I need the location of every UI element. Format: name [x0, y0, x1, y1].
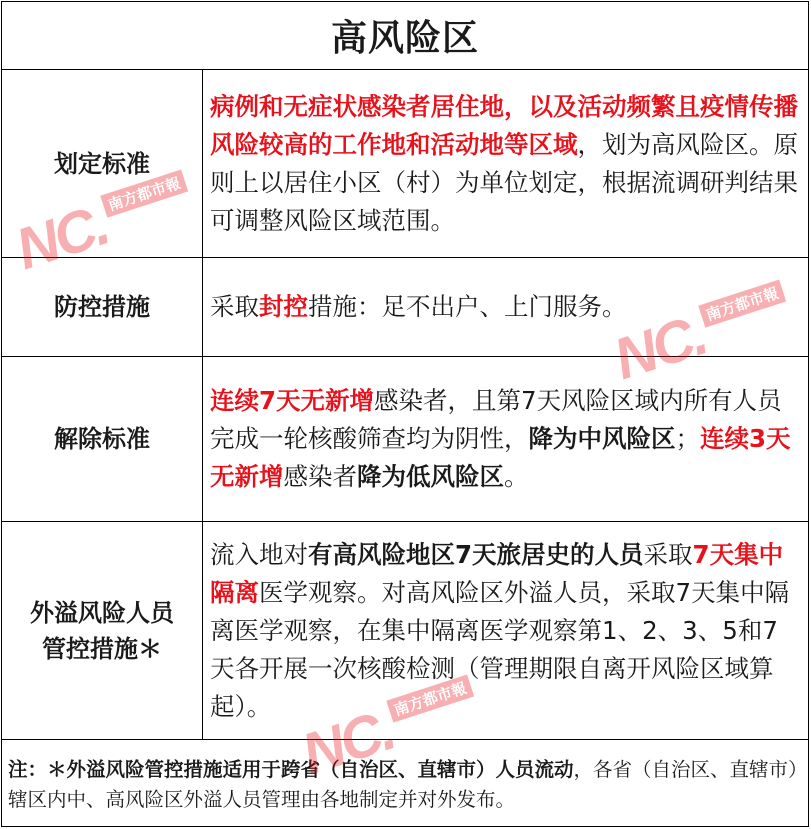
row-label: [2, 70, 203, 257]
watermark-logo-tag: 南方都市報: [386, 675, 474, 723]
text-segment: ；: [675, 424, 700, 453]
row-content: [203, 522, 808, 739]
row-content: [203, 70, 808, 257]
footnote: [2, 740, 808, 826]
text-segment: 降为低风险区: [357, 462, 504, 491]
watermark-logo-tag: 南方都市報: [100, 170, 188, 218]
text-segment: 7天集中隔离: [210, 539, 784, 607]
watermark-logo-mark: NC.: [606, 302, 713, 393]
table-row-spillover: [2, 522, 808, 740]
text-segment: 采取: [643, 539, 693, 569]
row-content: [203, 357, 808, 521]
row-label-text: 解除标准: [54, 425, 150, 453]
table-title: 高风险区: [330, 18, 479, 59]
watermark-logo-mark: NC.: [8, 192, 115, 283]
text-segment: 流入地对: [210, 539, 308, 569]
text-segment: 感染者: [283, 462, 357, 491]
text-segment: 降为中风险区: [528, 424, 676, 453]
risk-table: [1, 1, 809, 827]
footnote-bold: 注：＊外溢风险管控措施适用于跨省（自治区、直辖市）人员流动: [8, 758, 574, 781]
text-segment: 措施：足不出户、上门服务。: [308, 292, 627, 321]
row-label: [2, 258, 203, 356]
text-segment: 封控: [259, 292, 308, 321]
text-segment: ，划为高风险区。原则上以居住小区（村）为单位划定，根据流调研判结果可调整风险区域范围。: [210, 129, 798, 235]
row-label-text: 外溢风险人员: [30, 598, 174, 627]
row-label: [2, 522, 203, 739]
footnote-text: ，各省（自治区、直辖市）辖区内中、高风险区外溢人员管理由各地制定并对外发布。: [8, 758, 798, 811]
table-header: [2, 2, 808, 70]
row-label-text: 划定标准: [54, 149, 150, 178]
row-label: [2, 357, 203, 521]
text-segment: 连续7天无新增: [210, 386, 375, 415]
text-segment: 医学观察。对高风险区外溢人员，采取7天集中隔离医学观察，在集中隔离医学观察第1、2、3、5和7天各开展一次核酸检测（管理期限自离开风险区域算起）。: [210, 577, 790, 721]
text-segment: 病例和无症状感染者居住地，以及活动频繁且疫情传播风险较高的工作地和活动地等区域: [210, 91, 798, 159]
table-row-lifting: [2, 357, 808, 522]
row-label-text: 防控措施: [54, 293, 150, 321]
text-segment: 连续3天无新增: [210, 424, 791, 491]
text-segment: 感染者，且第7天风险区域内所有人员完成一轮核酸筛查均为阴性，: [210, 386, 782, 453]
table-row-criteria: [2, 70, 808, 258]
text-segment: 采取: [210, 292, 259, 321]
text-segment: 有高风险地区7天旅居史的人员: [308, 539, 644, 569]
text-segment: 。: [504, 462, 529, 491]
watermark-logo-mark: NC.: [294, 697, 401, 788]
watermark-logo-tag: 南方都市報: [698, 280, 786, 328]
row-label-text: 管控措施＊: [42, 634, 162, 663]
table-row-measures: [2, 258, 808, 357]
row-content: [203, 258, 808, 356]
